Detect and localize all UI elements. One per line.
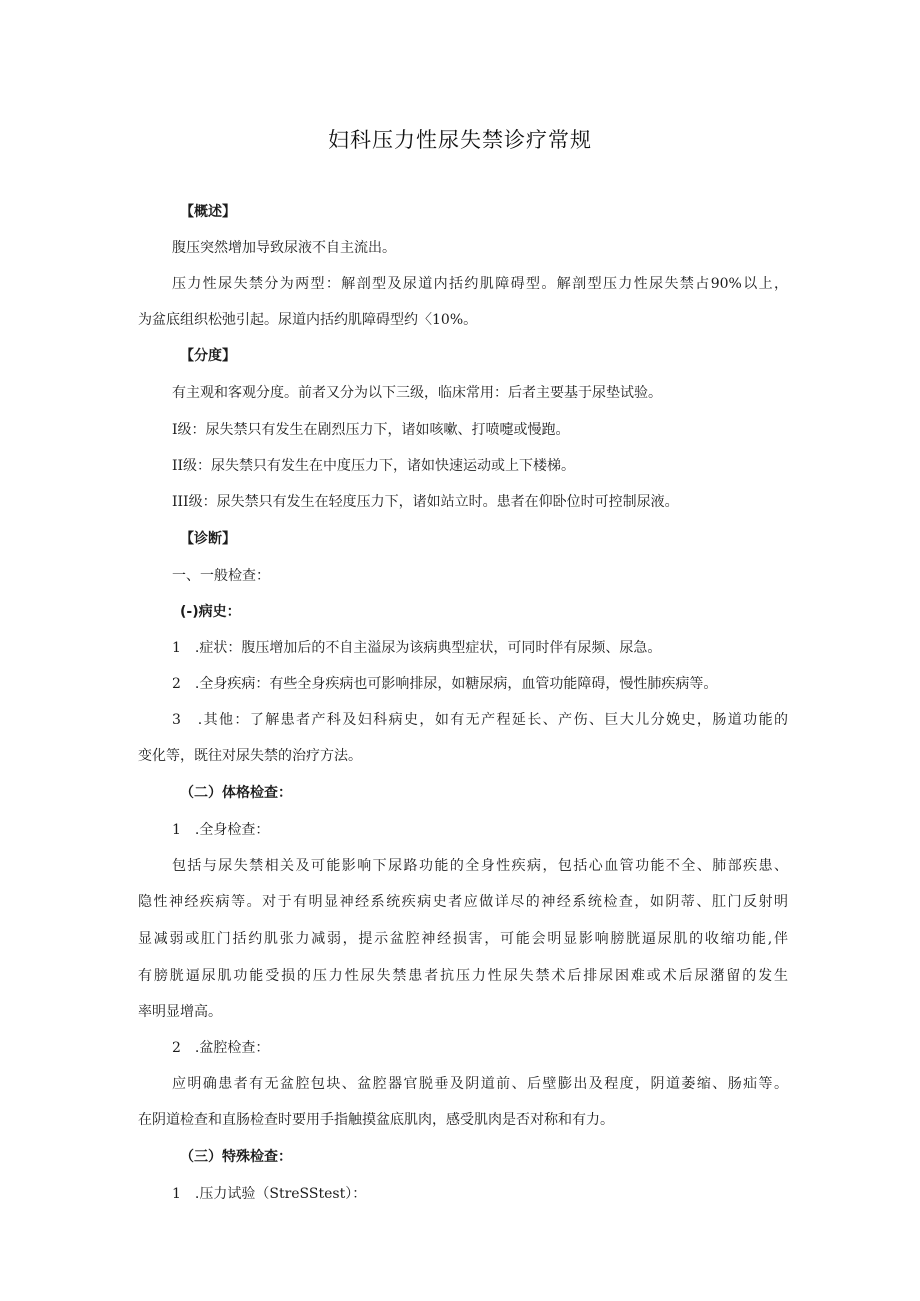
paragraph-line: 隐性神经疾病等。对于有明显神经系统疾病史者应做详尽的神经系统检查，如阴蒂、肛门反射明 [138,894,788,910]
paragraph-line: 显减弱或肛门括约肌张力减弱，提示盆腔神经损害，可能会明显影响膀胱逼尿肌的收缩功能,伴 [138,931,788,947]
grade-3-line: III级：尿失禁只有发生在轻度压力下，诸如站立时。患者在仰卧位时可控制尿液。 [172,494,679,510]
paragraph-line: 率明显增高。 [138,1004,222,1020]
list-item: 1 .压力试验（StreSStest）： [172,1186,367,1202]
grade-2-line: II级：尿失禁只有发生在中度压力下，诸如快速运动或上下楼梯。 [172,458,576,474]
paragraph-line: 压力性尿失禁分为两型：解剖型及尿道内括约肌障碍型。解剖型压力性尿失禁占90%以上， [172,276,788,292]
list-item: 3 .其他：了解患者产科及妇科病史，如有无产程延长、产伤、巨大儿分娩史，肠道功能的 [172,712,788,728]
paragraph-line: 应明确患者有无盆腔包块、盆腔器官脱垂及阴道前、后壁膨出及程度，阴道萎缩、肠疝等。 [172,1076,788,1092]
subheading-physical-exam: （二）体格检查： [180,785,292,801]
paragraph-line: 变化等，既往对尿失禁的治疗方法。 [138,748,362,764]
paragraph-line: 在阴道检查和直肠检查时要用手指触摸盆底肌肉，感受肌肉是否对称和有力。 [138,1112,614,1128]
list-item: 2 .全身疾病：有些全身疾病也可影响排尿，如糖尿病，血管功能障碍，慢性肺疾病等。 [172,676,718,692]
grade-1-line: I级：尿失禁只有发生在剧烈压力下，诸如咳嗽、打喷嚏或慢跑。 [172,422,570,438]
paragraph-line: 腹压突然增加导致尿液不自主流出。 [172,240,396,256]
list-item: 1 .全身检查： [172,822,270,838]
list-item: 2 .盆腔检查： [172,1040,270,1056]
paragraph-line: 有膀胱逼尿肌功能受损的压力性尿失禁患者抗压力性尿失禁术后排尿困难或术后尿潴留的发生 [138,968,788,984]
section-heading-grading: 【分度】 [180,348,236,364]
section-heading-overview: 【概述】 [180,204,236,220]
paragraph-line: 包括与尿失禁相关及可能影响下尿路功能的全身性疾病，包括心血管功能不全、肺部疾患、 [172,858,788,874]
paragraph-line: 为盆底组织松弛引起。尿道内括约肌障碍型约〈10%。 [138,312,478,328]
section-heading-diagnosis: 【诊断】 [180,531,236,547]
paragraph-line: 有主观和客观分度。前者又分为以下三级，临床常用：后者主要基于尿垫试验。 [172,385,662,401]
subsection-general-exam: 一、一般检查： [172,568,270,584]
document-title: 妇科压力性尿失禁诊疗常规 [328,128,592,152]
list-item: 1 .症状：腹压增加后的不自主溢尿为该病典型症状，可同时伴有尿频、尿急。 [172,640,662,656]
subheading-history: (-)病史： [180,604,241,620]
subheading-special-exam: （三）特殊检查： [180,1149,292,1165]
